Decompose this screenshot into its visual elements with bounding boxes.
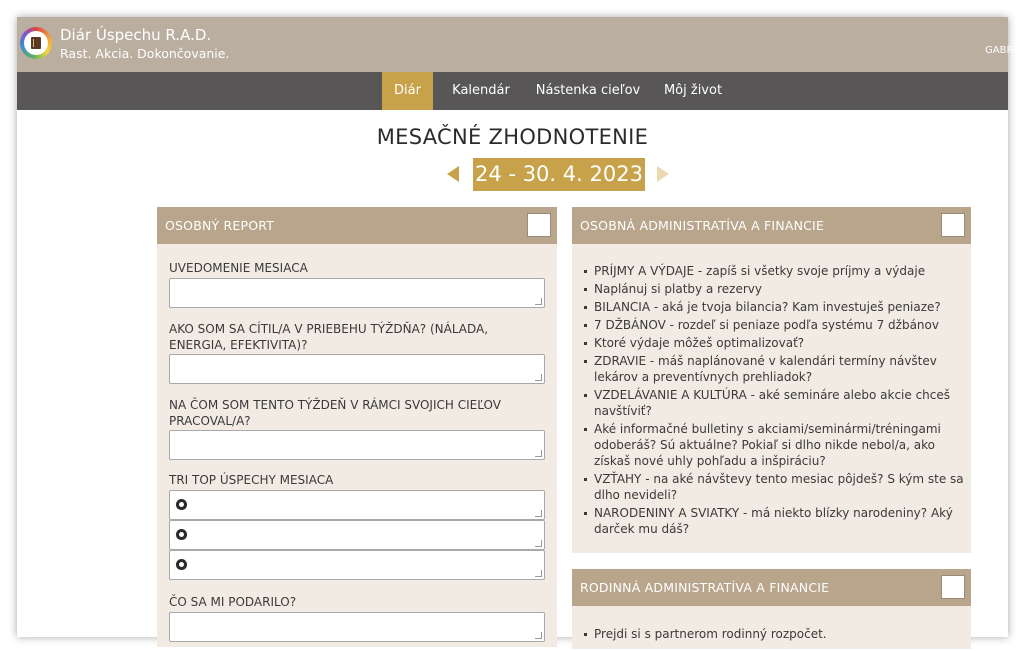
list-item: Naplánuj si platby a rezervy	[584, 281, 966, 297]
achievements-input[interactable]	[169, 612, 545, 642]
award-icon	[176, 499, 187, 510]
next-week-icon[interactable]	[657, 166, 669, 182]
brand-title[interactable]: Diár Úspechu R.A.D.	[60, 26, 212, 44]
field-label: TRI TOP ÚSPECHY MESIACA	[169, 473, 334, 487]
list-item: Aké informačné bulletiny s akciami/seminármi/tréningami odoberáš? Sú aktuálne? Pokiaľ si dlho nikde nebol/a, ako získaš nové uhly pohľadu a inšpiráciu?	[584, 421, 966, 469]
page-title: MESAČNÉ ZHODNOTENIE	[376, 125, 649, 149]
app-window	[17, 17, 1035, 641]
user-menu[interactable]: GABRIELA	[985, 45, 1035, 56]
checklist	[584, 263, 966, 539]
personal-report-panel	[157, 207, 557, 647]
previous-week-icon[interactable]	[447, 166, 459, 182]
field-label: NA ČOM SOM TENTO TÝŽDEŇ V RÁMCI SVOJICH CIEĽOV PRACOVAL/A?	[169, 398, 501, 428]
top-success-input-2[interactable]	[169, 520, 545, 550]
goals-work-input[interactable]	[169, 430, 545, 460]
list-item: BILANCIA - aká je tvoja bilancia? Kam investuješ peniaze?	[584, 299, 966, 315]
panel-header	[157, 207, 557, 244]
family-admin-panel	[572, 569, 971, 649]
top-success-input-1[interactable]	[169, 490, 545, 520]
date-range: 24 - 30. 4. 2023	[473, 158, 645, 191]
personal-admin-checkbox[interactable]	[941, 213, 965, 237]
diary-book-icon	[31, 37, 41, 49]
award-icon	[176, 559, 187, 570]
list-item: 7 DŽBÁNOV - rozdeľ si peniaze podľa systému 7 džbánov	[584, 317, 966, 333]
list-item: PRÍJMY A VÝDAJE - zapíš si všetky svoje príjmy a výdaje	[584, 263, 966, 279]
personal-admin-panel	[572, 207, 971, 553]
app-header	[17, 17, 1035, 72]
panel-header	[572, 569, 971, 606]
top-success-input-3[interactable]	[169, 550, 545, 580]
list-item: NARODENINY A SVIATKY - má niekto blízky narodeniny? Aký darček mu dáš?	[584, 505, 966, 537]
nav-item-nastenka-cielov[interactable]: Nástenka cieľov	[535, 83, 641, 98]
list-item: Ktoré výdaje môžeš optimalizovať?	[584, 335, 966, 351]
panel-title: RODINNÁ ADMINISTRATÍVA A FINANCIE	[580, 580, 830, 595]
nav-item-moj-zivot[interactable]: Môj život	[663, 83, 723, 98]
list-item: VZDELÁVANIE A KULTÚRA - aké semináre alebo akcie chceš navštíviť?	[584, 387, 966, 419]
field-label: AKO SOM SA CÍTIL/A V PRIEBEHU TÝŽDŇA? (NÁLADA, ENERGIA, EFEKTIVITA)?	[169, 322, 489, 352]
panel-title: OSOBNÁ ADMINISTRATÍVA A FINANCIE	[580, 218, 825, 233]
list-item: Prejdi si s partnerom rodinný rozpočet.	[584, 626, 966, 642]
main-nav	[17, 72, 1008, 110]
logo-icon[interactable]	[20, 27, 52, 59]
logo-inner	[24, 31, 48, 55]
panel-title: OSOBNÝ REPORT	[165, 218, 275, 233]
nav-item-kalendar[interactable]: Kalendár	[452, 83, 510, 98]
panel-header	[572, 207, 971, 244]
award-icon	[176, 529, 187, 540]
list-item: ZDRAVIE - máš naplánované v kalendári termíny návštev lekárov a preventívnych prehliadok?	[584, 353, 966, 385]
month-awareness-input[interactable]	[169, 278, 545, 308]
family-admin-checkbox[interactable]	[941, 575, 965, 599]
checklist	[584, 626, 966, 644]
personal-report-checkbox[interactable]	[527, 213, 551, 237]
field-label: UVEDOMENIE MESIACA	[169, 261, 308, 275]
field-label: ČO SA MI PODARILO?	[169, 595, 297, 609]
nav-item-diar[interactable]: Diár	[382, 72, 433, 110]
feelings-input[interactable]	[169, 354, 545, 384]
list-item: VZŤAHY - na aké návštevy tento mesiac pôjdeš? S kým ste sa dlho nevideli?	[584, 471, 966, 503]
brand-subtitle: Rast. Akcia. Dokončovanie.	[60, 46, 230, 61]
